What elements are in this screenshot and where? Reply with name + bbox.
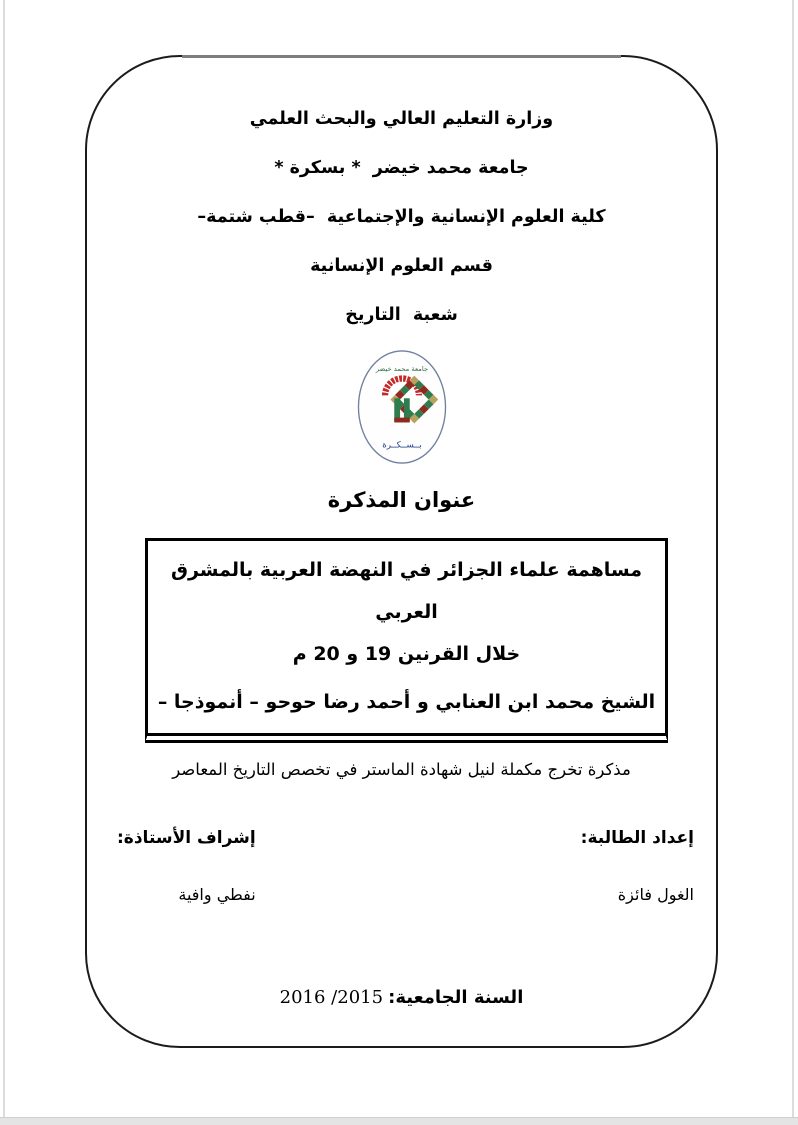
faculty-line: كلية العلوم الإنسانية والإجتماعية –قطب شتمة– (197, 207, 606, 227)
page-edge-left (3, 0, 5, 1118)
thesis-title-label: عنوان المذكرة (327, 488, 476, 512)
ministry-line: وزارة التعليم العالي والبحث العلمي (249, 109, 554, 129)
thesis-title-line-3: الشيخ محمد ابن العنابي و أحمد رضا حوحو – أنموذجا – (157, 691, 656, 713)
department-line: قسم العلوم الإنسانية (310, 256, 493, 276)
frame-top-line (182, 55, 621, 58)
thesis-title-line-2: خلال القرنين 19 و 20 م (292, 643, 521, 665)
thesis-title-line-1: مساهمة علماء الجزائر في النهضة العربية بالمشرق العربي (164, 559, 643, 623)
supervisor-name: نفطي وافية (178, 885, 256, 904)
student-column (581, 823, 694, 910)
academic-year-label: السنة الجامعية: (388, 987, 524, 1008)
logo-bottom-text: بــســكــرة (381, 440, 422, 451)
page-edge-right (792, 0, 794, 1118)
academic-year (87, 982, 716, 1014)
page-edge-bottom (0, 1117, 798, 1125)
branch-line: شعبة التاريخ (345, 305, 458, 325)
supervisor-column (117, 823, 256, 910)
credits-row (87, 823, 716, 910)
thesis-title-box (145, 538, 668, 743)
academic-year-value: 2015/ 2016 (279, 987, 384, 1008)
supervisor-label: إشراف الأستاذة: (117, 828, 256, 848)
student-label: إعداد الطالبة: (580, 828, 694, 848)
degree-subtitle: مذكرة تخرج مكملة لنيل شهادة الماستر في تخصص التاريخ المعاصر (172, 760, 631, 779)
cover-border-frame (85, 55, 718, 1048)
institution-header (87, 57, 716, 340)
university-logo-icon (354, 348, 450, 466)
university-line: جامعة محمد خيضر * بسكرة * (274, 158, 529, 178)
student-name: الغول فائزة (617, 885, 694, 904)
university-logo (87, 348, 716, 466)
logo-top-text: جامعة محمد خيضر (375, 365, 428, 374)
